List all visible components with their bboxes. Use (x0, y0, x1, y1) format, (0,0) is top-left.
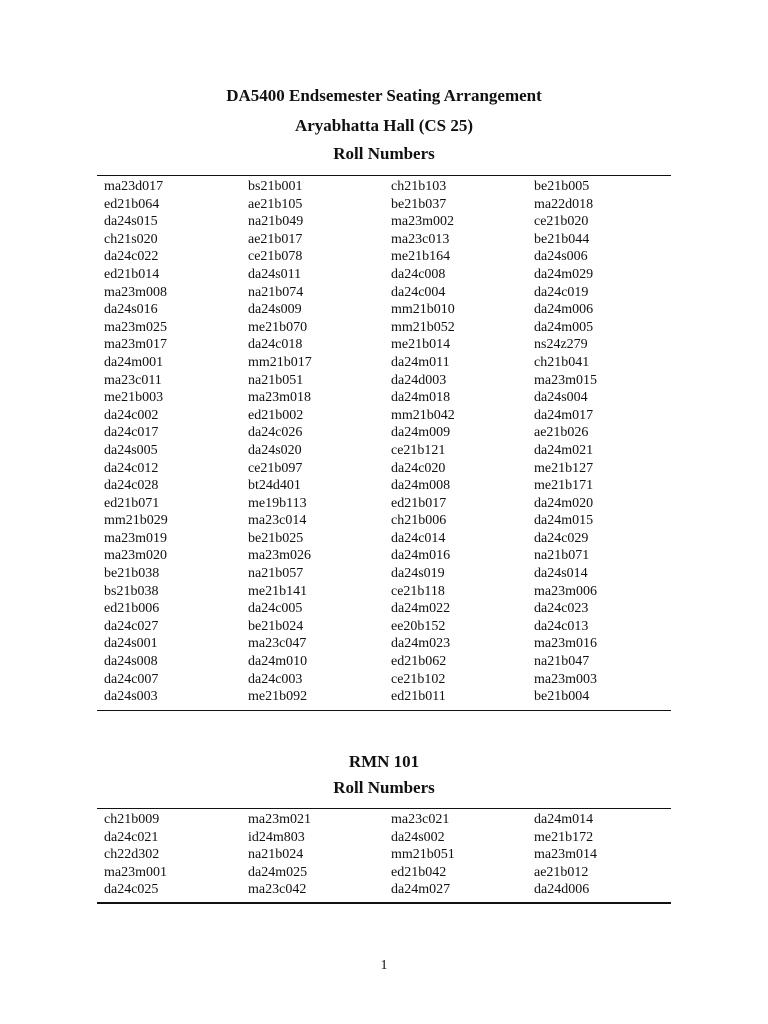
roll-number-cell: ma23c042 (248, 882, 307, 898)
roll-number-cell: be21b037 (391, 196, 447, 212)
roll-number-cell: da24s014 (534, 566, 588, 582)
roll-number-cell: be21b038 (104, 566, 160, 582)
roll-number-cell: be21b025 (248, 530, 304, 546)
roll-number-cell: na21b071 (534, 548, 590, 564)
roll-number-cell: da24c013 (534, 618, 589, 634)
roll-number-cell: mm21b052 (391, 319, 455, 335)
roll-number-cell: id24m803 (248, 829, 305, 845)
roll-number-cell: ed21b042 (391, 864, 447, 880)
roll-number-table (104, 811, 670, 899)
roll-number-cell: na21b051 (248, 372, 304, 388)
roll-number-cell: ma23m014 (534, 847, 597, 863)
roll-number-cell: da24s002 (391, 829, 445, 845)
roll-number-cell: da24m023 (391, 636, 451, 652)
roll-number-cell: da24c020 (391, 460, 446, 476)
roll-number-cell: ch21b006 (391, 513, 447, 529)
roll-number-cell: ce21b078 (248, 249, 303, 265)
roll-number-cell: mm21b042 (391, 407, 455, 423)
roll-number-cell: ma23m019 (104, 530, 167, 546)
roll-number-cell: da24s019 (391, 566, 445, 582)
roll-number-cell: ma23m021 (248, 812, 311, 827)
roll-number-cell: ma23m025 (104, 319, 167, 335)
roll-number-cell: da24s011 (248, 266, 302, 282)
roll-number-cell: ee20b152 (391, 618, 446, 634)
roll-number-cell: ma23m018 (248, 390, 311, 406)
roll-number-cell: da24m014 (534, 812, 594, 827)
roll-number-cell: be21b024 (248, 618, 304, 634)
roll-number-cell: da24m011 (391, 354, 450, 370)
roll-number-cell: da24c027 (104, 618, 159, 634)
roll-number-cell: ma23c021 (391, 812, 450, 827)
roll-number-cell: me21b014 (391, 337, 451, 353)
hall-name: Aryabhatta Hall (CS 25) (294, 116, 474, 135)
roll-number-cell: da24s005 (104, 442, 158, 458)
roll-number-cell: da24s001 (104, 636, 158, 652)
table-bottom-rule (97, 902, 671, 904)
roll-number-cell: ma23m002 (391, 214, 454, 230)
roll-number-cell: ed21b011 (391, 689, 446, 705)
roll-number-cell: da24c026 (248, 425, 303, 441)
roll-number-cell: da24m020 (534, 495, 594, 511)
roll-number-cell: ce21b102 (391, 671, 446, 687)
roll-number-cell: da24m005 (534, 319, 594, 335)
roll-number-cell: ed21b002 (248, 407, 304, 423)
hall-name: RMN 101 (348, 752, 420, 771)
roll-number-cell: ma23c047 (248, 636, 307, 652)
roll-number-cell: na21b024 (248, 847, 304, 863)
roll-number-cell: da24c003 (248, 671, 303, 687)
table-top-rule (97, 808, 671, 809)
roll-number-cell: ma23m008 (104, 284, 167, 300)
roll-number-cell: da24c004 (391, 284, 446, 300)
table-heading: Roll Numbers (333, 778, 435, 797)
roll-number-cell: da24s004 (534, 390, 588, 406)
roll-number-cell: me21b164 (391, 249, 451, 265)
roll-number-cell: da24c028 (104, 478, 159, 494)
roll-number-cell: da24m021 (534, 442, 594, 458)
roll-number-cell: da24c022 (104, 249, 159, 265)
roll-number-cell: ed21b064 (104, 196, 160, 212)
roll-number-cell: ma23m015 (534, 372, 597, 388)
roll-number-cell: mm21b010 (391, 302, 455, 318)
roll-number-cell: da24m010 (248, 654, 308, 670)
roll-number-cell: da24s016 (104, 302, 158, 318)
roll-number-cell: ma23c013 (391, 231, 450, 247)
roll-number-cell: mm21b051 (391, 847, 455, 863)
roll-number-cell: ma23m003 (534, 671, 597, 687)
roll-number-cell: ce21b118 (391, 583, 445, 599)
document-title: DA5400 Endsemester Seating Arrangement (226, 86, 542, 105)
roll-number-cell: da24m009 (391, 425, 451, 441)
roll-number-cell: ed21b006 (104, 601, 160, 617)
roll-number-cell: da24c002 (104, 407, 159, 423)
roll-number-cell: na21b057 (248, 566, 304, 582)
roll-number-cell: da24c025 (104, 882, 159, 898)
roll-number-cell: da24s003 (104, 689, 158, 705)
roll-number-cell: ma23m001 (104, 864, 167, 880)
roll-number-cell: ch21b103 (391, 179, 447, 194)
roll-number-cell: da24s008 (104, 654, 158, 670)
roll-number-cell: mm21b029 (104, 513, 168, 529)
roll-number-cell: ma23d017 (104, 179, 164, 194)
roll-number-cell: ed21b014 (104, 266, 160, 282)
roll-number-cell: ma23m026 (248, 548, 311, 564)
roll-number-cell: ma23m006 (534, 583, 597, 599)
roll-number-cell: da24m029 (534, 266, 594, 282)
roll-number-cell: ch21b041 (534, 354, 590, 370)
roll-number-cell: ma23m017 (104, 337, 167, 353)
roll-number-cell: me21b127 (534, 460, 594, 476)
roll-number-cell: da24c007 (104, 671, 159, 687)
roll-number-cell: ce21b020 (534, 214, 589, 230)
roll-number-cell: me21b003 (104, 390, 164, 406)
roll-number-cell: na21b047 (534, 654, 590, 670)
roll-number-cell: da24m025 (248, 864, 308, 880)
roll-number-cell: da24c019 (534, 284, 589, 300)
roll-number-cell: ce21b121 (391, 442, 446, 458)
roll-number-cell: da24c008 (391, 266, 446, 282)
roll-number-cell: ae21b026 (534, 425, 589, 441)
roll-number-cell: ch21b009 (104, 812, 160, 827)
roll-number-cell: na21b049 (248, 214, 304, 230)
roll-number-cell: bs21b038 (104, 583, 159, 599)
roll-number-cell: na21b074 (248, 284, 304, 300)
roll-number-cell: ma23m020 (104, 548, 167, 564)
roll-number-cell: ae21b012 (534, 864, 589, 880)
roll-number-cell: me21b141 (248, 583, 308, 599)
roll-number-cell: be21b004 (534, 689, 590, 705)
roll-number-cell: da24m001 (104, 354, 164, 370)
roll-number-cell: da24c012 (104, 460, 159, 476)
roll-number-cell: ma22d018 (534, 196, 594, 212)
roll-number-cell: bs21b001 (248, 179, 303, 194)
roll-number-cell: da24m018 (391, 390, 451, 406)
roll-number-cell: be21b005 (534, 179, 590, 194)
roll-number-cell: ch21s020 (104, 231, 158, 247)
roll-number-cell: ch22d302 (104, 847, 160, 863)
roll-number-cell: ns24z279 (534, 337, 588, 353)
roll-number-cell: ma23c014 (248, 513, 307, 529)
roll-number-cell: da24m016 (391, 548, 451, 564)
roll-number-cell: ed21b062 (391, 654, 447, 670)
roll-number-table (104, 178, 670, 706)
roll-number-cell: mm21b017 (248, 354, 312, 370)
roll-number-cell: ae21b017 (248, 231, 303, 247)
roll-number-cell: da24c023 (534, 601, 589, 617)
roll-number-cell: ma23c011 (104, 372, 162, 388)
roll-number-cell: da24m027 (391, 882, 451, 898)
roll-number-cell: da24c021 (104, 829, 159, 845)
roll-number-cell: da24m022 (391, 601, 451, 617)
roll-number-cell: da24c005 (248, 601, 303, 617)
roll-number-cell: da24s009 (248, 302, 302, 318)
page-number: 1 (380, 958, 388, 973)
roll-number-cell: da24s020 (248, 442, 302, 458)
roll-number-cell: da24m006 (534, 302, 594, 318)
roll-number-cell: da24c017 (104, 425, 159, 441)
roll-number-cell: me21b172 (534, 829, 594, 845)
roll-number-cell: da24c014 (391, 530, 446, 546)
roll-number-cell: da24m008 (391, 478, 451, 494)
roll-number-cell: me21b070 (248, 319, 308, 335)
roll-number-cell: me21b092 (248, 689, 308, 705)
roll-number-cell: da24s015 (104, 214, 158, 230)
roll-number-cell: da24d006 (534, 882, 590, 898)
roll-number-cell: da24c018 (248, 337, 303, 353)
table-top-rule (97, 175, 671, 176)
roll-number-cell: da24m017 (534, 407, 594, 423)
roll-number-cell: da24c029 (534, 530, 589, 546)
roll-number-cell: ed21b017 (391, 495, 447, 511)
roll-number-cell: bt24d401 (248, 478, 301, 494)
roll-number-cell: ce21b097 (248, 460, 303, 476)
roll-number-cell: da24m015 (534, 513, 594, 529)
roll-number-cell: me21b171 (534, 478, 594, 494)
roll-number-cell: me19b113 (248, 495, 307, 511)
roll-number-cell: da24s006 (534, 249, 588, 265)
table-heading: Roll Numbers (333, 144, 435, 163)
table-bottom-rule (97, 710, 671, 711)
roll-number-cell: ed21b071 (104, 495, 160, 511)
roll-number-cell: da24d003 (391, 372, 447, 388)
roll-number-cell: ma23m016 (534, 636, 597, 652)
roll-number-cell: ae21b105 (248, 196, 303, 212)
roll-number-cell: be21b044 (534, 231, 590, 247)
